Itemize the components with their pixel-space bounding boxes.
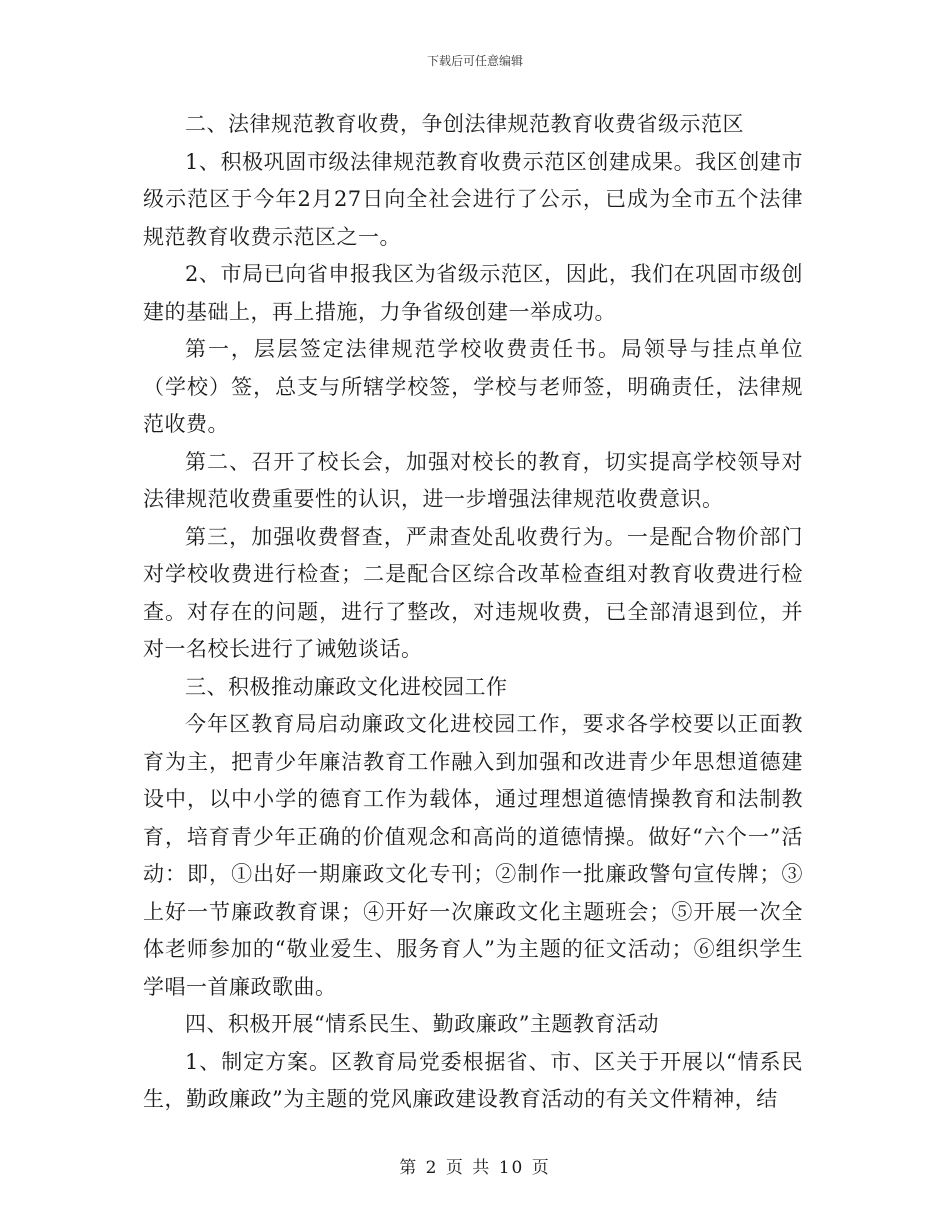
paragraph: 第一，层层签定法律规范学校收费责任书。局领导与挂点单位（学校）签，总支与所辖学校签，学校与老师签，明确责任，法律规范收费。 [143,337,803,436]
paragraph: 今年区教育局启动廉政文化进校园工作，要求各学校要以正面教育为主，把青少年廉洁教育工作融入到加强和改进青少年思想道德建设中，以中小学的德育工作为载体，通过理想道德情操教育和法制教育，培育青少年正确的价值观念和高尚的道德情操。做好“六个一”活动：即，①出好一期廉政文化专刊；②制作一批廉政警句宣传牌；③上好一节廉政教育课；④开好一次廉政文化主题班会；⑤开展一次全体老师参加的“敬业爱生、服务育人”为主题的征文活动；⑥组织学生学唱一首廉政歌曲。 [143,712,803,999]
document-body [143,106,803,1119]
section-heading-2: 二、法律规范教育收费，争创法律规范教育收费省级示范区 [185,112,744,136]
paragraph: 2、市局已向省申报我区为省级示范区，因此，我们在巩固市级创建的基础上，再上措施，力争省级创建一举成功。 [143,262,803,324]
header-note: 下载后可任意编辑 [426,54,523,68]
paragraph: 第三，加强收费督查，严肃查处乱收费行为。一是配合物价部门对学校收费进行检查；二是配合区综合改革检查组对教育收费进行检查。对存在的问题，进行了整改，对违规收费，已全部清退到位，并对一名校长进行了诫勉谈话。 [143,524,803,661]
paragraph: 1、积极巩固市级法律规范教育收费示范区创建成果。我区创建市级示范区于今年2月27日向全社会进行了公示，已成为全市五个法律规范教育收费示范区之一。 [143,149,803,249]
paragraph: 1、制定方案。区教育局党委根据省、市、区关于开展以“情系民生，勤政廉政”为主题的党风廉政建设教育活动的有关文件精神，结 [143,1049,803,1111]
section-heading-4: 四、积极开展“情系民生、勤政廉政”主题教育活动 [185,1012,659,1036]
paragraph: 第二、召开了校长会，加强对校长的教育，切实提高学校领导对法律规范收费重要性的认识，进一步增强法律规范收费意识。 [143,449,803,511]
section-heading-3: 三、积极推动廉政文化进校园工作 [185,674,508,699]
page-number: 第 2 页 共 10 页 [399,1158,551,1178]
